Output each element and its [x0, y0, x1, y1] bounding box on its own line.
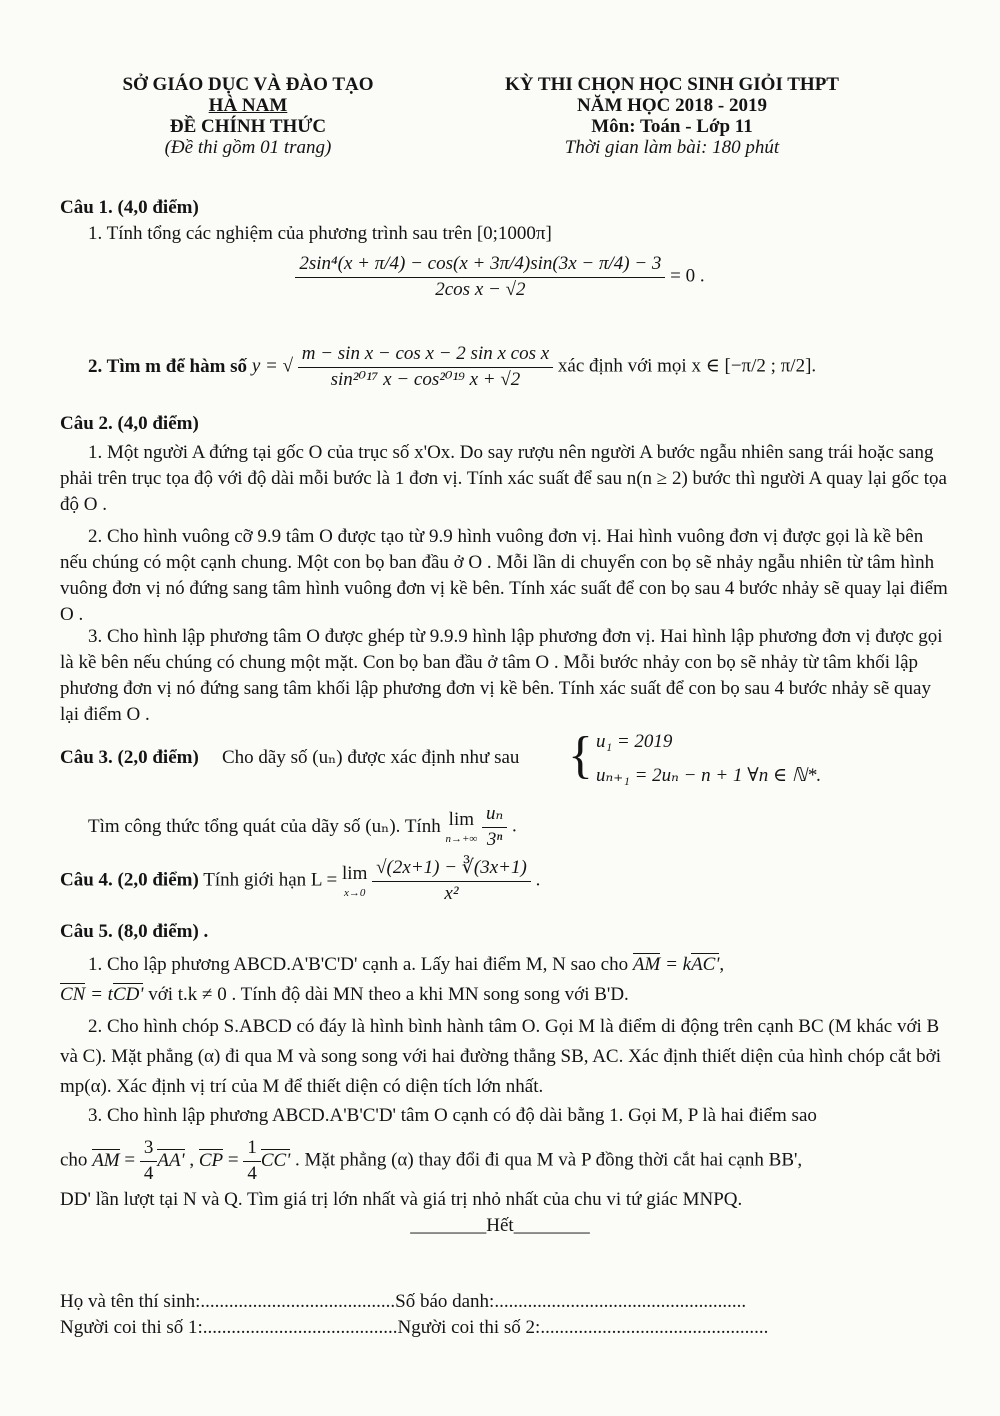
q5-part3-cho: cho: [60, 1149, 88, 1171]
q5-part3-vectors: cho AM = $\frac{3}{4}$ AA' , CP = $\frac{1}{4}$ CC' . Mặt phẳng (α) thay đổi đi qua M và P đồng thời cắt hai cạnh BB',: [60, 1136, 950, 1186]
q5-part1-tail: với t.k ≠ 0 . Tính độ dài MN theo a khi MN song song với B'D.: [148, 984, 629, 1005]
q2-title: Câu 2. (4,0 điểm): [60, 413, 199, 434]
q3-limit-fraction: [482, 802, 507, 852]
q3-brace: {: [568, 727, 593, 784]
q5-part3-vector-cp: CP: [198, 1149, 224, 1171]
q4-limit: [342, 862, 367, 901]
official-label: ĐỀ CHÍNH THỨC: [169, 116, 327, 137]
q5-part3-frac2-den: 4: [247, 1162, 257, 1184]
q1-equation-denominator: 2cos x − √2: [435, 278, 526, 300]
q4-limit-sub: x→0: [344, 887, 366, 900]
q1-title: Câu 1. (4,0 điểm): [60, 197, 199, 218]
q4-end: .: [535, 869, 541, 891]
q1-equation-fraction: [295, 252, 665, 302]
q3-limit-sub: n→+∞: [445, 833, 478, 846]
q5-part3-frac1-num: 3: [140, 1136, 158, 1162]
q5-part3-frac1: [140, 1136, 158, 1186]
q5-part1-lead: 1. Cho lập phương ABCD.A'B'C'D' cạnh a. Lấy hai điểm M, N sao cho: [88, 954, 629, 975]
q4-limit-word: lim: [342, 862, 368, 884]
q2-part1: 1. Một người A đứng tại gốc O của trục số x'Ox. Do say rượu nên người A bước ngẫu nhiên sang trái hoặc sang phải trên trục tọa độ với độ dài mỗi bước là 1 đơn vị. Tính xác suất để sau n(n ≥ 2) bước thì người A quay lại gốc tọa độ O .: [60, 442, 947, 515]
q5-vector-cn: CN: [60, 984, 86, 1005]
q3-title: Câu 3. (2,0 điểm): [60, 747, 199, 768]
q5-part2: 2. Cho hình chóp S.ABCD có đáy là hình bình hành tâm O. Gọi M là điểm di động trên cạnh BC (M khác với B và C). Mặt phẳng (α) đi qua M và song song với hai đường thẳng SB, AC. Xác định thiết diện của hình chóp cắt bởi mp(α). Xác định vị trí của M để thiết diện có diện tích lớn nhất.: [60, 1016, 941, 1097]
q5-part3-vector-am: AM: [92, 1149, 120, 1171]
q5-vector-cd: CD': [112, 984, 144, 1005]
q1-equation-rhs: = 0 .: [670, 265, 705, 287]
header-right: [452, 74, 892, 158]
header-left: [98, 74, 398, 158]
q4-fraction: [372, 856, 531, 906]
q5-part3-tail: . Mặt phẳng (α) thay đổi đi qua M và P đồng thời cắt hai cạnh BB',: [295, 1149, 803, 1171]
q1-part2-tail: xác định với mọi x ∈ [−π/2 ; π/2].: [557, 355, 817, 377]
q3-limit-denominator: 3ⁿ: [486, 828, 503, 850]
q5-part3-lead: 3. Cho hình lập phương ABCD.A'B'C'D' tâm O cạnh có độ dài bằng 1. Gọi M, P là hai điểm sao: [88, 1105, 817, 1126]
department-name: SỞ GIÁO DỤC VÀ ĐÀO TẠO: [122, 74, 374, 95]
q3-part2-end: .: [511, 815, 517, 837]
q5-title: Câu 5. (8,0 điểm) .: [60, 921, 209, 942]
q1-part2-denominator: sin²⁰¹⁷ x − cos²⁰¹⁹ x + √2: [330, 368, 521, 390]
q2-part3: 3. Cho hình lập phương tâm O được ghép từ 9.9.9 hình lập phương đơn vị. Hai hình lập phương đơn vị được gọi là kề bên nếu chúng có chung một mặt. Con bọ ban đầu ở tâm O . Mỗi bước nhảy con bọ sẽ nhảy từ tâm khối lập phương đơn vị nó đứng sang tâm khối lập phương đơn vị kề bên. Tính xác suất để con bọ sau 4 bước nhảy sẽ quay lại điểm O .: [60, 626, 943, 725]
q3-part2: [60, 802, 950, 852]
q5-part1: [60, 950, 950, 1010]
q5-eq-k: = k: [665, 954, 692, 975]
school-year: NĂM HỌC 2018 - 2019: [577, 95, 767, 116]
q3-part2-lead: Tìm công thức tổng quát của dãy số (uₙ). Tính: [88, 815, 441, 837]
proctor-info-line: Người coi thi số 1:.........................................Người coi thi số 2:................................................: [60, 1317, 769, 1338]
q3-limit-numerator: uₙ: [482, 802, 507, 828]
q1-part2-y: y = √: [251, 355, 293, 377]
q1-part2-numerator: m − sin x − cos x − 2 sin x cos x: [298, 342, 553, 368]
q3-system-line2: uₙ₊₁ = 2uₙ − n + 1 ∀n ∈ ℕ*.: [596, 765, 822, 786]
q4-numerator: √(2x+1) − ∛(3x+1): [372, 856, 531, 882]
q5-part3-frac2: [243, 1136, 261, 1186]
q4-lead: Tính giới hạn L =: [203, 869, 338, 891]
q1-part2-lead: 2. Tìm m để hàm số: [88, 355, 248, 377]
page-count-note: (Đề thi gồm 01 trang): [164, 137, 332, 158]
exam-title: KỲ THI CHỌN HỌC SINH GIỎI THPT: [505, 74, 839, 95]
q3-limit: [445, 808, 477, 847]
q3-system-line1: u₁ = 2019: [596, 731, 673, 752]
q5-part3-end: DD' lần lượt tại N và Q. Tìm giá trị lớn nhất và giá trị nhỏ nhất của chu vi tứ giác MNPQ.: [60, 1189, 743, 1210]
q5-eq-t: = t: [90, 984, 113, 1005]
end-marker: ________Hết________: [410, 1215, 590, 1236]
q1-equation: [280, 252, 720, 302]
q5-part3-frac1-den: 4: [143, 1162, 154, 1184]
q5-comma: ,: [719, 954, 725, 975]
q1-equation-numerator: 2sin⁴(x + π/4) − cos(x + 3π/4)sin(3x − π/4) − 3: [295, 252, 665, 278]
q5-vector-am: AM: [632, 954, 661, 975]
province-name: HÀ NAM: [208, 95, 288, 116]
q1-part2: [60, 342, 950, 392]
q4-title: Câu 4. (2,0 điểm): [60, 869, 199, 891]
q1-part2-fraction: [298, 342, 553, 392]
time-limit: Thời gian làm bài: 180 phút: [564, 137, 780, 158]
candidate-info-line: Họ và tên thí sinh:.........................................Số báo danh:.....................................................: [60, 1291, 747, 1312]
q4-denominator: x²: [444, 882, 459, 904]
q2-part2: 2. Cho hình vuông cỡ 9.9 tâm O được tạo từ 9.9 hình vuông đơn vị. Hai hình vuông đơn vị được gọi là kề bên nếu chúng có một cạnh chung. Một con bọ ban đầu ở O . Mỗi lần di chuyển con bọ sẽ nhảy ngẫu nhiên từ tâm hình vuông đơn vị nó đứng sang tâm hình vuông đơn vị kề bên. Tính xác suất để con bọ sau 4 bước nhảy sẽ quay lại điểm O .: [60, 526, 948, 625]
q3-limit-word: lim: [448, 808, 475, 830]
q5-part3-frac2-num: 1: [243, 1136, 261, 1162]
q1-part1: 1. Tính tổng các nghiệm của phương trình sau trên [0;1000π]: [88, 223, 552, 244]
subject: Môn: Toán - Lớp 11: [591, 116, 753, 137]
q5-part3-vector-cc: CC': [260, 1149, 291, 1171]
q5-part3-vector-aa: AA': [157, 1149, 185, 1171]
q4-block: [60, 856, 950, 906]
q3-lead: Cho dãy số (uₙ) được xác định như sau: [222, 747, 520, 768]
q5-vector-ac: AC': [691, 954, 720, 975]
